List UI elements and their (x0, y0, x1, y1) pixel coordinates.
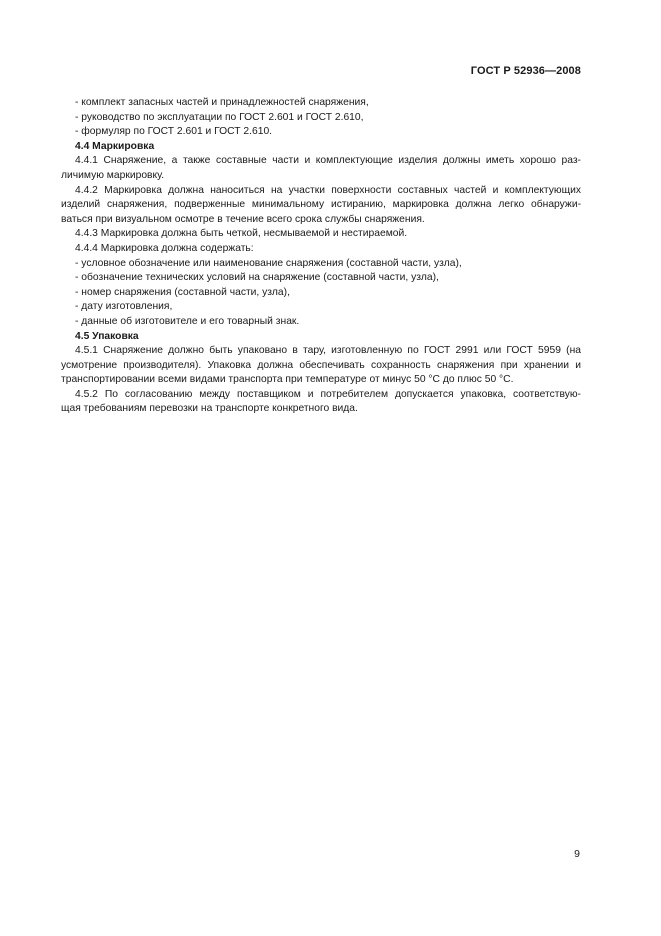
paragraph-first-line: 4.5.2 По согласованию между поставщиком и потребителем допускается упаковка, соответствую- (75, 388, 581, 400)
paragraph-continuation-line: транспортировании всеми видами транспорта при температуре от минус 50 °С до плюс 50 °С. (61, 374, 514, 386)
paragraph-first-line: 4.4.1 Снаряжение, а также составные части и комплектующие изделия должны иметь хорошо раз- (75, 155, 581, 167)
paragraph-line: 4.4.4 Маркировка должна содержать: (75, 242, 254, 254)
list-item: - комплект запасных частей и принадлежностей снаряжения, (75, 97, 369, 108)
list-item: - руководство по эксплуатации по ГОСТ 2.601 и ГОСТ 2.610, (75, 111, 364, 123)
paragraph-first-line: 4.4.2 Маркировка должна наноситься на участки поверхности составных частей и комплектующих (75, 184, 581, 196)
paragraph-continuation-line: щая требованиям перевозки на транспорте конкретного вида. (61, 403, 358, 415)
paragraph-continuation-line: личимую маркировку. (61, 169, 165, 181)
document-body (61, 96, 581, 417)
paragraph-continuation-line: усмотрение производителя). Упаковка должна обеспечивать сохранность снаряжения при хранении и (61, 359, 581, 371)
page-number: 9 (574, 848, 580, 860)
paragraph-first-line: 4.5.1 Снаряжение должно быть упаковано в тару, изготовленную по ГОСТ 2991 или ГОСТ 5959 (на (75, 345, 581, 357)
list-item: - формуляр по ГОСТ 2.601 и ГОСТ 2.610. (75, 126, 273, 138)
paragraph-continuation-line: изделий снаряжения, подверженные минимальному истиранию, маркировка должна легко обнаружи- (61, 199, 581, 211)
list-item: - дату изготовления, (75, 301, 173, 313)
document-header-id: ГОСТ Р 52936—2008 (470, 65, 581, 77)
list-item: - условное обозначение или наименование снаряжения (составной части, узла), (75, 257, 462, 269)
section-heading: 4.5 Упаковка (75, 330, 139, 342)
list-item: - обозначение технических условий на снаряжение (составной части, узла), (75, 272, 439, 284)
paragraph-continuation-line: ваться при визуальном осмотре в течение всего срока службы снаряжения. (61, 213, 425, 225)
paragraph-line: 4.4.3 Маркировка должна быть четкой, несмываемой и нестираемой. (75, 228, 408, 240)
list-item: - номер снаряжения (составной части, узла), (75, 286, 290, 298)
list-item: - данные об изготовителе и его товарный знак. (75, 315, 300, 327)
section-heading: 4.4 Маркировка (75, 140, 155, 152)
